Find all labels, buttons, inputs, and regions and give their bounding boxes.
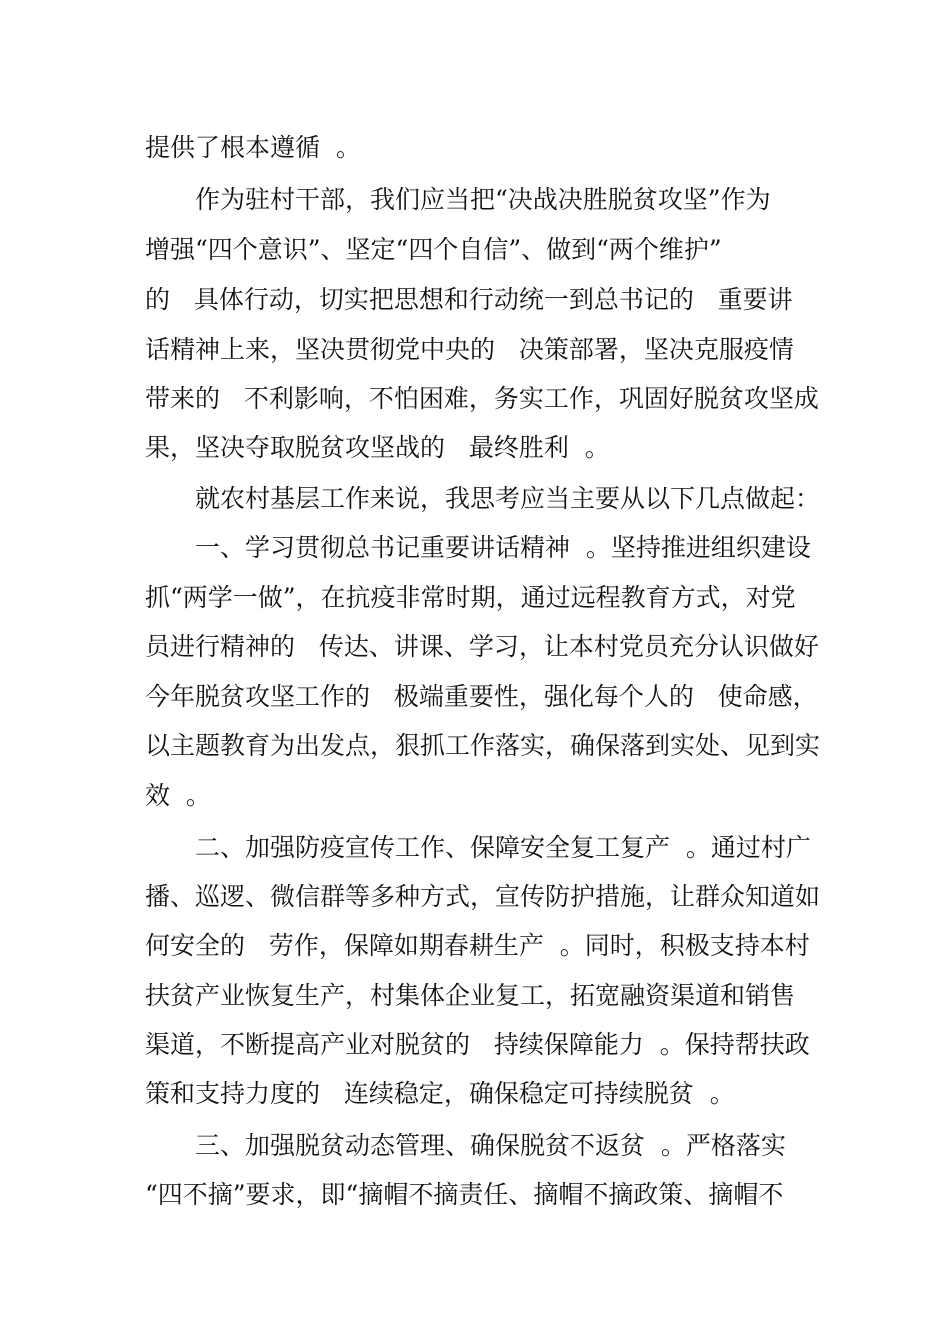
text-line: 提供了根本遵循 。 <box>145 133 361 162</box>
text-line: 果，坚决夺取脱贫攻坚战的 最终胜利 。 <box>145 433 610 462</box>
text-line: 抓“两学一做”，在抗疫非常时期，通过远程教育方式，对党 <box>145 583 796 612</box>
text-line: 策和支持力度的 连续稳定，确保稳定可持续脱贫 。 <box>145 1079 735 1108</box>
text-line: 三、加强脱贫动态管理、确保脱贫不返贫 。严格落实 <box>195 1131 786 1160</box>
text-line: 渠道，不断提高产业对脱贫的 持续保障能力 。保持帮扶政 <box>145 1030 810 1059</box>
text-line: “四不摘”要求，即“摘帽不摘责任、摘帽不摘政策、摘帽不 <box>145 1180 784 1209</box>
text-line: 一、学习贯彻总书记重要讲话精神 。坚持推进组织建设 <box>195 533 811 562</box>
text-line: 作为驻村干部，我们应当把“决战决胜脱贫攻坚”作为 <box>195 185 771 214</box>
text-line: 效 。 <box>145 781 211 810</box>
text-line: 员进行精神的 传达、讲课、学习，让本村党员充分认识做好 <box>145 632 819 661</box>
text-line: 扶贫产业恢复生产，村集体企业复工，拓宽融资渠道和销售 <box>145 981 796 1010</box>
text-line: 何安全的 劳作，保障如期春耕生产 。同时，积极支持本村 <box>145 931 810 960</box>
text-line: 今年脱贫攻坚工作的 极端重要性，强化每个人的 使命感， <box>145 682 818 711</box>
text-line: 以主题教育为出发点，狠抓工作落实，确保落到实处、见到实 <box>145 731 821 760</box>
text-line: 就农村基层工作来说，我思考应当主要从以下几点做起： <box>195 484 821 513</box>
text-line: 带来的 不利影响，不怕困难，务实工作，巩固好脱贫攻坚成 <box>145 384 819 413</box>
text-line: 话精神上来，坚决贯彻党中央的 决策部署，坚决克服疫情 <box>145 335 794 364</box>
text-line: 的 具体行动，切实把思想和行动统一到总书记的 重要讲 <box>145 285 793 314</box>
text-line: 播、巡逻、微信群等多种方式，宣传防护措施，让群众知道如 <box>145 882 821 911</box>
text-line: 增强“四个意识”、坚定“四个自信”、做到“两个维护” <box>145 235 722 264</box>
text-line: 二、加强防疫宣传工作、保障安全复工复产 。通过村广 <box>195 833 811 862</box>
